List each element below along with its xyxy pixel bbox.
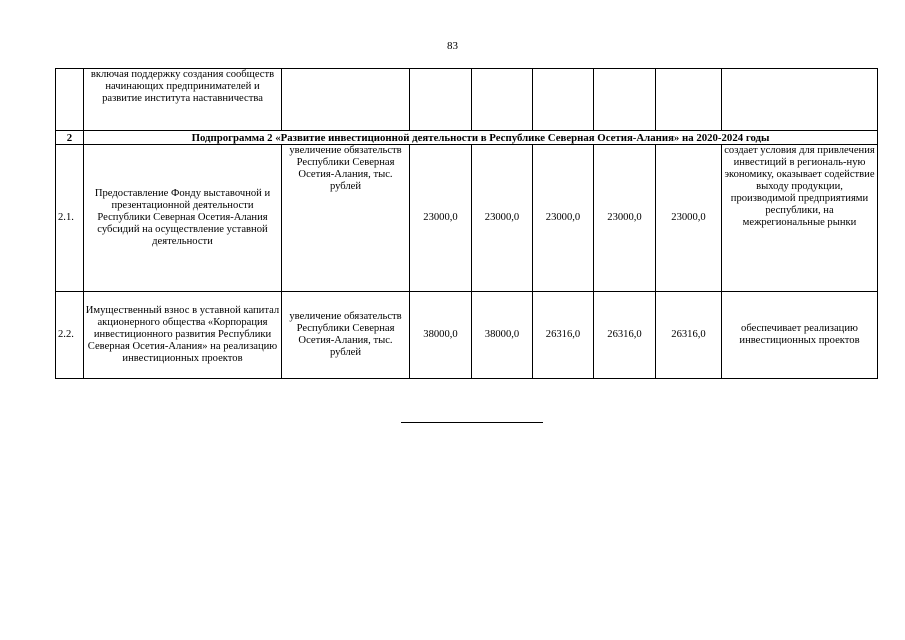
value-cell — [594, 69, 656, 131]
value-cell-2020: 38000,0 — [410, 292, 472, 379]
result-cell — [722, 69, 878, 131]
end-divider-line — [401, 422, 543, 423]
indicator-cell: увеличение обязательств Республики Северная Осетия-Алания, тыс. рублей — [282, 292, 410, 379]
value-cell — [410, 69, 472, 131]
table-row-2-2 — [56, 292, 878, 379]
description-cell: Предоставление Фонду выставочной и презентационной деятельности Республики Северная Осетия-Алания субсидий на осуществление уставной деятельности — [84, 145, 282, 292]
num-cell — [56, 69, 84, 131]
subprogram-title: Подпрограмма 2 «Развитие инвестиционной деятельности в Республике Северная Осетия-Алания» на 2020-2024 годы — [84, 131, 878, 145]
indicator-cell: увеличение обязательств Республики Северная Осетия-Алания, тыс. рублей — [282, 145, 410, 292]
value-cell-2024: 26316,0 — [656, 292, 722, 379]
description-cell: включая поддержку создания сообществ начинающих предпринимателей и развитие института наставничества — [84, 69, 282, 131]
value-cell-2023: 23000,0 — [594, 145, 656, 292]
value-cell-2021: 23000,0 — [472, 145, 533, 292]
page-number: 83 — [447, 40, 458, 52]
table-row-subprogram — [56, 131, 878, 145]
value-cell — [472, 69, 533, 131]
value-cell — [656, 69, 722, 131]
value-cell-2023: 26316,0 — [594, 292, 656, 379]
program-table — [55, 68, 878, 379]
table-row-2-1 — [56, 145, 878, 292]
result-cell: создает условия для привлечения инвестиций в региональ-ную экономику, оказывает содействие выходу продукции, производимой предприятиями республики, на межрегиональные рынки — [722, 145, 878, 292]
num-cell: 2.2. — [56, 292, 84, 379]
indicator-cell — [282, 69, 410, 131]
value-cell-2021: 38000,0 — [472, 292, 533, 379]
value-cell-2020: 23000,0 — [410, 145, 472, 292]
subprogram-num: 2 — [56, 131, 84, 145]
num-cell: 2.1. — [56, 145, 84, 292]
value-cell-2022: 26316,0 — [533, 292, 594, 379]
value-cell-2022: 23000,0 — [533, 145, 594, 292]
value-cell — [533, 69, 594, 131]
table-row-continuation — [56, 69, 878, 131]
description-cell: Имущественный взнос в уставной капитал акционерного общества «Корпорация инвестиционного развития Республики Северная Осетия-Алания» на реализацию инвестиционных проектов — [84, 292, 282, 379]
value-cell-2024: 23000,0 — [656, 145, 722, 292]
result-cell: обеспечивает реализацию инвестиционных проектов — [722, 292, 878, 379]
